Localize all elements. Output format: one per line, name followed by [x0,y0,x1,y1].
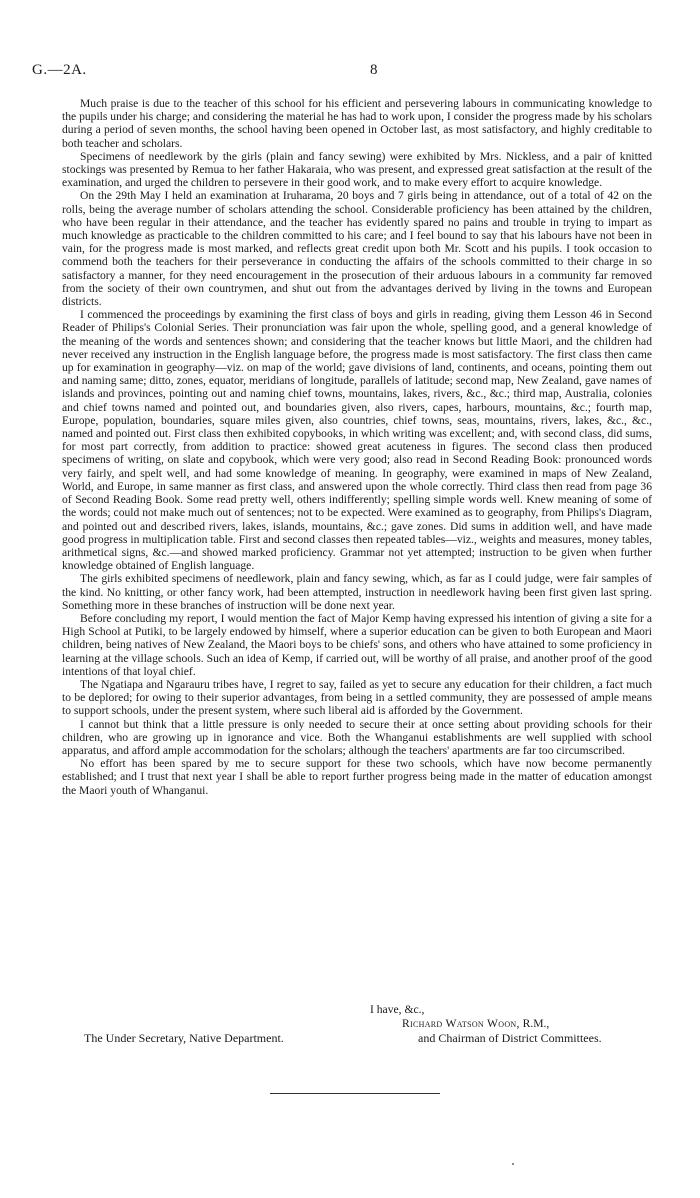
paragraph: I commenced the proceedings by examining the first class of boys and girls in reading, giving them Lesson 46 in Second Reader of Philips's Colonial Series. Their pronunciation was fair upon the whole, spelling good, and a general knowledge of the meaning of the words and sentences shown; and considering that the teacher knows but little Maori, and the children had never received any instruction in the English language before, the progress made is most satisfactory. The first class then came up for examination in geography—viz. on map of the world; gave divisions of land, continents, and oceans, pointing them out and naming same; ditto, zones, equator, meridians of longitude, parallels of latitude; second map, New Zealand, gave names of islands and provinces, pointing out and naming chief towns, mountains, lakes, rivers, &c., &c.; third map, Australia, colonies and chief towns named and pointed out, and boundaries given, also rivers, capes, harbours, mountains, &c.; fourth map, Europe, population, boundaries, square miles given, also countries, chief towns, seas, mountains, rivers, lakes, &c., &c., named and pointed out. First class then exhibited copybooks, in which writing was excellent; and, with second class, did sums, for most part correctly, from addition to practice: showed great acuteness in figures. The second class then produced specimens of writing, on slate and copybook, which were very good; also read in Second Reading Book: pronounced words very fairly, and spelt well, and had some knowledge of meaning. In geography, were examined in maps of New Zealand, World, and Europe, in same manner as first class, and answered upon the whole correctly. Third class then read from page 36 of Second Reading Book. Some read pretty well, others indifferently; spelling simple words well. Knew meaning of some of the words; could not make much out of sentences; not to be expected. Were examined as to geography, from Philips's Diagram, and pointed out and described rivers, lakes, islands, mountains, &c.; gave zones. Did sums in addition well, and have made good progress in multiplication table. First and second classes then repeated tables—viz., weights and measures, money tables, arithmetical signs, &c.—and showed marked proficiency. Grammar not yet attempted; instruction to be given when further knowledge obtained of English language. [62,308,652,573]
scan-speck [512,1163,514,1165]
end-rule [270,1093,440,1094]
signature-title: and Chairman of District Committees. [418,1031,602,1045]
paragraph: Specimens of needlework by the girls (plain and fancy sewing) were exhibited by Mrs. Nickless, and a pair of knitted stockings was presented by Remua to her father Hakaraia, who was present, and expressed great satisfaction at the result of the examination, and urged the children to persevere in their good work, and to make every effort to acquire knowledge. [62,149,652,190]
signature-line [402,1017,549,1031]
addressee: The Under Secretary, Native Department. [84,1031,284,1045]
paragraph: The Ngatiapa and Ngarauru tribes have, I regret to say, failed as yet to secure any education for their children, a fact much to be deplored; for owing to their superior advantages, from being in a settled community, they are possessed of ample means to support schools, under the present system, where such liberal aid is afforded by the Government. [62,677,652,718]
signature-suffix: R.M., [519,1017,550,1030]
document-reference: G.—2A. [32,62,87,78]
paragraph: Much praise is due to the teacher of this school for his efficient and persevering labours in communicating knowledge to the pupils under his charge; and considering the material he has had to work upon, I consider the progress made by his scholars during a period of seven months, the school having been opened in October last, as most satisfactory, and highly creditable to both teacher and scholars. [62,97,652,150]
paragraph: Before concluding my report, I would mention the fact of Major Kemp having expressed his intention of giving a site for a High School at Putiki, to be largely endowed by himself, where a superior education can be given to both European and Maori children, being natives of New Zealand, the Maori boys to be chiefs' sons, and others who have attained to some proficiency in learning at the village schools. Such an idea of Kemp, if carried out, will be worthy of all praise, and another proof of the good intentions of that loyal chief. [62,611,652,678]
paragraph: No effort has been spared by me to secure support for these two schools, which have now become permanently established; and I trust that next year I shall be able to report further progress being made in the matter of education amongst the Maori youth of Whanganui. [62,757,652,797]
page-number: 8 [370,62,378,78]
signature-name: Richard Watson Woon, [402,1017,520,1030]
closing-salutation: I have, &c., [370,1003,425,1016]
report-body [62,97,652,797]
paragraph: I cannot but think that a little pressure is only needed to secure their at once setting about providing schools for their children, who are growing up in ignorance and vice. Both the Whanganui establishments are well supplied with school apparatus, and afford ample accommodation for the scholars; although the teachers' apartments are far too circumscribed. [62,717,652,757]
paragraph: The girls exhibited specimens of needlework, plain and fancy sewing, which, as far as I could judge, were fair samples of the kind. No knitting, or other fancy work, had been attempted, instruction in needlework having been first given last spring. Something more in these branches of instruction will be done next year. [62,572,652,612]
page-header [32,62,668,82]
paragraph: On the 29th May I held an examination at Iruharama, 20 boys and 7 girls being in attendance, out of a total of 42 on the rolls, being the average number of scholars attending the school. Considerable proficiency has been attained by the children, who have been regular in their attendance, and the teacher has evidently spared no pains and trouble in trying to impart as much knowledge as practicable to the children committed to his care; and I feel bound to say that his labours have not been in vain, for the progress made is most marked, and reflects great credit upon both Mr. Scott and his pupils. I took occasion to commend both the teachers for their perseverance in conducting the affairs of the schools committed to their charge in so satisfactory a manner, for they need encouragement in the prosecution of their arduous labours in a community far removed from the society of their own countrymen, and shut out from the advantages derived by living in the towns and European districts. [62,189,652,309]
